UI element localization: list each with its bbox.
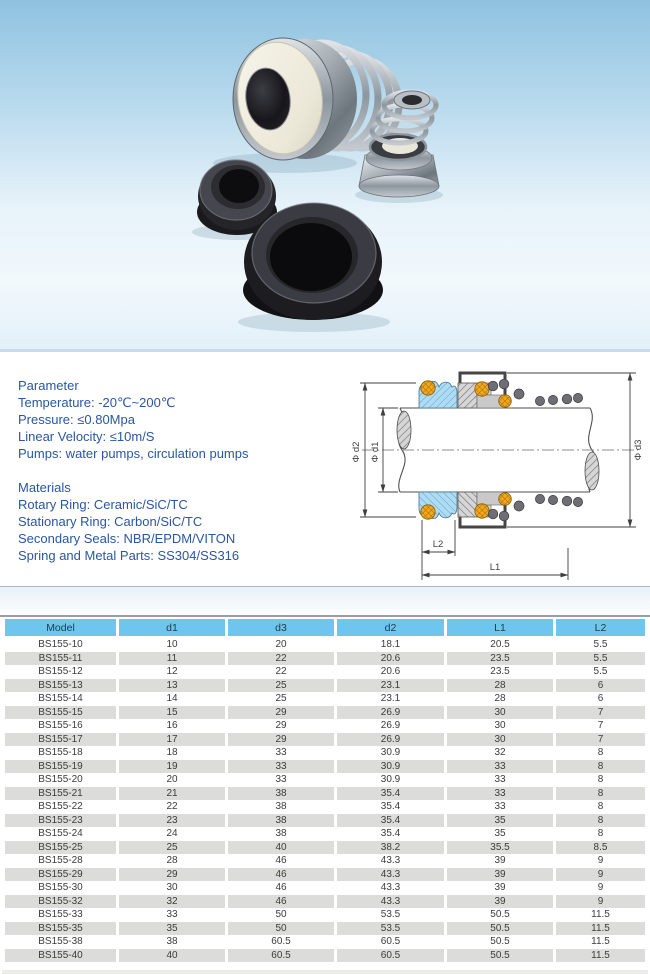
column-header: Model bbox=[5, 619, 116, 638]
value-cell: 22 bbox=[228, 652, 334, 666]
model-cell: BS155-28 bbox=[5, 854, 116, 868]
table-row bbox=[5, 652, 645, 666]
value-cell: 11.5 bbox=[556, 949, 645, 963]
value-cell: 21 bbox=[119, 787, 225, 801]
model-cell: BS155-33 bbox=[5, 908, 116, 922]
table-row bbox=[5, 760, 645, 774]
value-cell: 7 bbox=[556, 719, 645, 733]
value-cell: 30 bbox=[119, 881, 225, 895]
value-cell: 26.9 bbox=[337, 733, 444, 747]
seal-cross-section-diagram bbox=[338, 364, 650, 594]
value-cell: 12 bbox=[119, 665, 225, 679]
seal-half-section bbox=[419, 373, 583, 408]
value-cell: 39 bbox=[447, 881, 553, 895]
value-cell: 35.4 bbox=[337, 827, 444, 841]
value-cell: 33 bbox=[228, 760, 334, 774]
value-cell: 16 bbox=[119, 719, 225, 733]
materials-block bbox=[18, 479, 248, 564]
value-cell: 50 bbox=[228, 908, 334, 922]
table-row bbox=[5, 814, 645, 828]
value-cell: 30.9 bbox=[337, 746, 444, 760]
value-cell: 7 bbox=[556, 706, 645, 720]
value-cell: 17 bbox=[119, 733, 225, 747]
value-cell: 25 bbox=[228, 692, 334, 706]
value-cell: 46 bbox=[228, 895, 334, 909]
parameter-line: Pumps: water pumps, circulation pumps bbox=[18, 446, 249, 461]
value-cell: 8 bbox=[556, 814, 645, 828]
table-row bbox=[5, 800, 645, 814]
model-cell: BS155-40 bbox=[5, 949, 116, 963]
value-cell: 50.5 bbox=[447, 908, 553, 922]
model-cell: BS155-19 bbox=[5, 760, 116, 774]
product-photo bbox=[0, 0, 650, 352]
dim-label-d2: Φ d2 bbox=[351, 441, 362, 463]
value-cell: 43.3 bbox=[337, 868, 444, 882]
value-cell: 40 bbox=[119, 949, 225, 963]
value-cell: 35.5 bbox=[447, 841, 553, 855]
value-cell: 18 bbox=[119, 746, 225, 760]
value-cell: 13 bbox=[119, 679, 225, 693]
value-cell: 50 bbox=[228, 922, 334, 936]
cropped-next-row bbox=[2, 970, 648, 974]
value-cell: 23 bbox=[119, 814, 225, 828]
value-cell: 39 bbox=[447, 854, 553, 868]
value-cell: 5.5 bbox=[556, 638, 645, 652]
value-cell: 5.5 bbox=[556, 665, 645, 679]
value-cell: 8 bbox=[556, 787, 645, 801]
value-cell: 35 bbox=[447, 827, 553, 841]
value-cell: 40 bbox=[228, 841, 334, 855]
parameter-line: Linear Velocity: ≤10m/S bbox=[18, 429, 155, 444]
value-cell: 33 bbox=[447, 760, 553, 774]
value-cell: 39 bbox=[447, 895, 553, 909]
table-row bbox=[5, 773, 645, 787]
materials-line: Stationary Ring: Carbon/SiC/TC bbox=[18, 514, 203, 529]
value-cell: 9 bbox=[556, 895, 645, 909]
table-row bbox=[5, 719, 645, 733]
table-body bbox=[5, 638, 645, 962]
value-cell: 46 bbox=[228, 854, 334, 868]
value-cell: 11.5 bbox=[556, 922, 645, 936]
parameter-title: Parameter bbox=[18, 378, 79, 393]
table-row bbox=[5, 746, 645, 760]
value-cell: 23.1 bbox=[337, 692, 444, 706]
value-cell: 7 bbox=[556, 733, 645, 747]
value-cell: 5.5 bbox=[556, 652, 645, 666]
dim-label-l1: L1 bbox=[489, 562, 501, 573]
model-cell: BS155-11 bbox=[5, 652, 116, 666]
value-cell: 20 bbox=[228, 638, 334, 652]
section-divider bbox=[0, 586, 650, 617]
table-row bbox=[5, 679, 645, 693]
value-cell: 8.5 bbox=[556, 841, 645, 855]
value-cell: 18.1 bbox=[337, 638, 444, 652]
value-cell: 32 bbox=[119, 895, 225, 909]
table-header bbox=[5, 619, 645, 638]
model-cell: BS155-22 bbox=[5, 800, 116, 814]
model-cell: BS155-32 bbox=[5, 895, 116, 909]
rotary-ring bbox=[458, 383, 477, 408]
value-cell: 60.5 bbox=[337, 949, 444, 963]
value-cell: 11.5 bbox=[556, 935, 645, 949]
value-cell: 38 bbox=[228, 800, 334, 814]
value-cell: 50.5 bbox=[447, 935, 553, 949]
value-cell: 28 bbox=[447, 692, 553, 706]
value-cell: 11 bbox=[119, 652, 225, 666]
value-cell: 38 bbox=[228, 827, 334, 841]
value-cell: 35 bbox=[447, 814, 553, 828]
value-cell: 46 bbox=[228, 868, 334, 882]
model-cell: BS155-29 bbox=[5, 868, 116, 882]
value-cell: 25 bbox=[119, 841, 225, 855]
value-cell: 38.2 bbox=[337, 841, 444, 855]
table-row bbox=[5, 665, 645, 679]
dim-label-d1: Φ d1 bbox=[370, 441, 381, 463]
materials-title: Materials bbox=[18, 480, 71, 495]
shaft-break-hatch-right bbox=[585, 452, 599, 490]
value-cell: 43.3 bbox=[337, 881, 444, 895]
value-cell: 28 bbox=[119, 854, 225, 868]
value-cell: 20 bbox=[119, 773, 225, 787]
table-row bbox=[5, 638, 645, 652]
shaft-break-hatch-left bbox=[397, 411, 411, 449]
materials-line: Spring and Metal Parts: SS304/SS316 bbox=[18, 548, 240, 563]
column-header: L2 bbox=[556, 619, 645, 638]
value-cell: 24 bbox=[119, 827, 225, 841]
value-cell: 8 bbox=[556, 800, 645, 814]
parameter-line: Pressure: ≤0.80Mpa bbox=[18, 412, 135, 427]
value-cell: 50.5 bbox=[447, 922, 553, 936]
value-cell: 43.3 bbox=[337, 895, 444, 909]
column-header: d2 bbox=[337, 619, 444, 638]
model-cell: BS155-38 bbox=[5, 935, 116, 949]
model-cell: BS155-30 bbox=[5, 881, 116, 895]
table-row bbox=[5, 692, 645, 706]
model-cell: BS155-16 bbox=[5, 719, 116, 733]
specifications bbox=[18, 377, 248, 581]
parameter-line: Temperature: -20℃~200℃ bbox=[18, 395, 176, 410]
table-row bbox=[5, 949, 645, 963]
table-row bbox=[5, 935, 645, 949]
column-header: d3 bbox=[228, 619, 334, 638]
value-cell: 26.9 bbox=[337, 706, 444, 720]
model-cell: BS155-24 bbox=[5, 827, 116, 841]
value-cell: 8 bbox=[556, 760, 645, 774]
value-cell: 60.5 bbox=[337, 935, 444, 949]
value-cell: 39 bbox=[447, 868, 553, 882]
model-cell: BS155-18 bbox=[5, 746, 116, 760]
value-cell: 10 bbox=[119, 638, 225, 652]
table-row bbox=[5, 827, 645, 841]
value-cell: 9 bbox=[556, 881, 645, 895]
dimension-table bbox=[2, 619, 648, 962]
value-cell: 15 bbox=[119, 706, 225, 720]
model-cell: BS155-20 bbox=[5, 773, 116, 787]
value-cell: 14 bbox=[119, 692, 225, 706]
table-row bbox=[5, 922, 645, 936]
materials-line: Secondary Seals: NBR/EPDM/VITON bbox=[18, 531, 236, 546]
value-cell: 8 bbox=[556, 773, 645, 787]
value-cell: 20.5 bbox=[447, 638, 553, 652]
value-cell: 8 bbox=[556, 827, 645, 841]
value-cell: 33 bbox=[447, 800, 553, 814]
value-cell: 33 bbox=[447, 773, 553, 787]
table-row bbox=[5, 908, 645, 922]
value-cell: 33 bbox=[119, 908, 225, 922]
model-cell: BS155-23 bbox=[5, 814, 116, 828]
value-cell: 29 bbox=[228, 733, 334, 747]
value-cell: 33 bbox=[228, 773, 334, 787]
table-row bbox=[5, 787, 645, 801]
value-cell: 60.5 bbox=[228, 949, 334, 963]
value-cell: 23.5 bbox=[447, 665, 553, 679]
value-cell: 35.4 bbox=[337, 800, 444, 814]
value-cell: 29 bbox=[119, 868, 225, 882]
header-row bbox=[5, 619, 645, 638]
column-header: d1 bbox=[119, 619, 225, 638]
value-cell: 30 bbox=[447, 733, 553, 747]
value-cell: 30 bbox=[447, 706, 553, 720]
table-row bbox=[5, 733, 645, 747]
value-cell: 23.1 bbox=[337, 679, 444, 693]
value-cell: 9 bbox=[556, 868, 645, 882]
model-cell: BS155-25 bbox=[5, 841, 116, 855]
model-cell: BS155-21 bbox=[5, 787, 116, 801]
model-cell: BS155-10 bbox=[5, 638, 116, 652]
value-cell: 46 bbox=[228, 881, 334, 895]
value-cell: 33 bbox=[228, 746, 334, 760]
value-cell: 30.9 bbox=[337, 760, 444, 774]
value-cell: 29 bbox=[228, 719, 334, 733]
dim-label-d3: Φ d3 bbox=[633, 439, 644, 461]
value-cell: 23.5 bbox=[447, 652, 553, 666]
table-row bbox=[5, 895, 645, 909]
table-row bbox=[5, 868, 645, 882]
dim-label-l2: L2 bbox=[432, 539, 444, 550]
column-header: L1 bbox=[447, 619, 553, 638]
value-cell: 26.9 bbox=[337, 719, 444, 733]
value-cell: 25 bbox=[228, 679, 334, 693]
value-cell: 11.5 bbox=[556, 908, 645, 922]
value-cell: 43.3 bbox=[337, 854, 444, 868]
table-row bbox=[5, 706, 645, 720]
value-cell: 28 bbox=[447, 679, 553, 693]
value-cell: 30 bbox=[447, 719, 553, 733]
value-cell: 38 bbox=[119, 935, 225, 949]
model-cell: BS155-12 bbox=[5, 665, 116, 679]
value-cell: 60.5 bbox=[228, 935, 334, 949]
value-cell: 50.5 bbox=[447, 949, 553, 963]
model-cell: BS155-13 bbox=[5, 679, 116, 693]
model-cell: BS155-17 bbox=[5, 733, 116, 747]
model-cell: BS155-15 bbox=[5, 706, 116, 720]
value-cell: 29 bbox=[228, 706, 334, 720]
value-cell: 22 bbox=[228, 665, 334, 679]
materials-line: Rotary Ring: Ceramic/SiC/TC bbox=[18, 497, 188, 512]
value-cell: 30.9 bbox=[337, 773, 444, 787]
value-cell: 38 bbox=[228, 787, 334, 801]
table-row bbox=[5, 854, 645, 868]
model-cell: BS155-35 bbox=[5, 922, 116, 936]
parameter-block bbox=[18, 377, 248, 462]
value-cell: 53.5 bbox=[337, 908, 444, 922]
value-cell: 6 bbox=[556, 679, 645, 693]
value-cell: 38 bbox=[228, 814, 334, 828]
model-cell: BS155-14 bbox=[5, 692, 116, 706]
value-cell: 22 bbox=[119, 800, 225, 814]
value-cell: 35.4 bbox=[337, 787, 444, 801]
value-cell: 53.5 bbox=[337, 922, 444, 936]
value-cell: 6 bbox=[556, 692, 645, 706]
value-cell: 35.4 bbox=[337, 814, 444, 828]
table-row bbox=[5, 881, 645, 895]
dimension-labels bbox=[351, 440, 644, 573]
value-cell: 33 bbox=[447, 787, 553, 801]
table-row bbox=[5, 841, 645, 855]
value-cell: 32 bbox=[447, 746, 553, 760]
photo-bottom-border bbox=[0, 349, 650, 352]
value-cell: 19 bbox=[119, 760, 225, 774]
value-cell: 20.6 bbox=[337, 665, 444, 679]
value-cell: 35 bbox=[119, 922, 225, 936]
value-cell: 20.6 bbox=[337, 652, 444, 666]
value-cell: 9 bbox=[556, 854, 645, 868]
value-cell: 8 bbox=[556, 746, 645, 760]
